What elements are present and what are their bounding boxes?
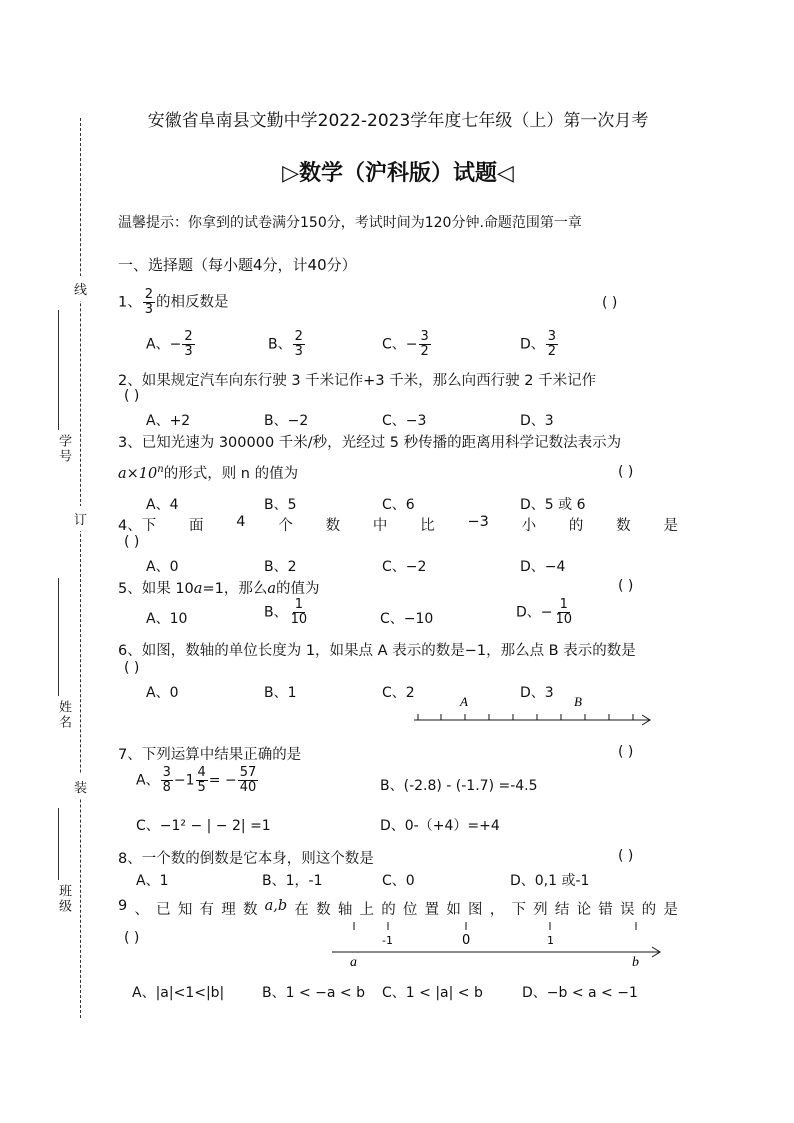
q3-option-a[interactable]: A、4	[146, 497, 179, 513]
question-8: 8、一个数的倒数是它本身，则这个数是	[118, 851, 374, 867]
binding-mark-xian: 线	[74, 276, 87, 301]
binding-mark-zhuang: 装	[74, 774, 87, 799]
point-b-label: b	[632, 955, 639, 970]
q2-option-c[interactable]: C、−3	[382, 413, 427, 429]
q9-option-c[interactable]: C、1 < |a| < b	[382, 985, 483, 1001]
tick-label-minus-one: -1	[382, 934, 393, 947]
q8-option-c[interactable]: C、0	[382, 873, 415, 889]
q5-option-c[interactable]: C、−10	[380, 611, 434, 627]
answer-paren-7[interactable]: ( )	[618, 744, 634, 760]
class-label: 班级	[56, 884, 71, 914]
exam-tip: 温馨提示：你拿到的试卷满分150分，考试时间为120分钟.命题范围第一章	[118, 215, 582, 231]
number-line-q9	[332, 918, 664, 970]
q9-option-a[interactable]: A、|a|<1<|b|	[132, 985, 225, 1001]
q8-option-a[interactable]: A、1	[136, 873, 169, 889]
question-4: 4、下 面 4 个 数 中 比 −3 小 的 数 是	[118, 514, 678, 534]
answer-paren-2[interactable]: ( )	[124, 388, 140, 404]
q3-option-d[interactable]: D、5 或 6	[520, 497, 586, 513]
binding-dashed-line	[80, 118, 81, 1018]
student-id-label: 学号	[56, 434, 71, 464]
tick-label-zero: 0	[462, 933, 471, 948]
point-b-label: B	[574, 694, 582, 709]
q5-option-d[interactable]: D、− $\frac{1}{10}$	[516, 597, 573, 627]
answer-paren-6[interactable]: ( )	[124, 660, 140, 676]
q9-option-d[interactable]: D、−b < a < −1	[522, 985, 638, 1001]
binding-mark-ding: 订	[74, 506, 87, 531]
question-9: 9 、 已 知 有 理 数 a,b 在 数 轴 上 的 位 置 如 图 ， 下 列 结 论 错 误 的 是	[118, 898, 678, 918]
q7-option-a[interactable]: A、 $\frac{3}{8}$ −1 $\frac{4}{5}$ = − $\frac{57}{40}$	[136, 765, 257, 795]
question-7: 7、下列运算中结果正确的是	[118, 747, 302, 763]
question-3-line2: $a\times 10^n$的形式，则 n 的值为	[118, 464, 299, 482]
class-blank[interactable]	[58, 808, 59, 880]
q1-option-d[interactable]: D、 $\frac{3}{2}$	[520, 329, 557, 359]
answer-paren-1[interactable]: ( )	[602, 295, 618, 311]
tick-label-one: 1	[547, 934, 554, 947]
question-3: 3、已知光速为 300000 千米/秒，光经过 5 秒传播的距离用科学记数法表示为	[118, 435, 622, 451]
fraction: $\frac{2}{3}$	[144, 287, 154, 317]
q1-option-c[interactable]: C、− $\frac{3}{2}$	[382, 329, 429, 359]
subject-title: ▷数学（沪科版）试题◁	[282, 161, 514, 186]
q9-option-b[interactable]: B、1 < −a < b	[262, 985, 365, 1001]
number-line-q6	[414, 690, 654, 730]
q6-option-b[interactable]: B、1	[264, 685, 297, 701]
name-label: 姓名	[56, 700, 71, 730]
q3-option-c[interactable]: C、6	[382, 497, 415, 513]
question-2: 2、如果规定汽车向东行驶 3 千米记作+3 千米，那么向西行驶 2 千米记作	[118, 373, 597, 389]
q4-option-a[interactable]: A、0	[146, 559, 179, 575]
q4-option-b[interactable]: B、2	[264, 559, 297, 575]
answer-paren-8[interactable]: ( )	[618, 848, 634, 864]
q8-option-d[interactable]: D、0,1 或-1	[510, 873, 590, 889]
q4-option-c[interactable]: C、−2	[382, 559, 427, 575]
q3-option-b[interactable]: B、5	[264, 497, 297, 513]
q6-option-c[interactable]: C、2	[382, 685, 415, 701]
q5-option-b[interactable]: B、 $\frac{1}{10}$	[264, 597, 308, 627]
q6-option-a[interactable]: A、0	[146, 685, 179, 701]
q2-option-d[interactable]: D、3	[520, 413, 554, 429]
section-heading: 一、选择题（每小题4分，计40分）	[118, 256, 357, 274]
q6-option-d[interactable]: D、3	[520, 685, 554, 701]
q7-option-d[interactable]: D、0-（+4）=+4	[380, 818, 500, 834]
answer-paren-4[interactable]: ( )	[124, 534, 140, 550]
point-a-label: a	[350, 955, 357, 970]
answer-paren-9[interactable]: ( )	[124, 930, 140, 946]
question-5: 5、如果 10a=1，那么a的值为	[118, 581, 320, 597]
school-title: 安徽省阜南县文勤中学2022-2023学年度七年级（上）第一次月考	[147, 111, 649, 131]
q8-option-b[interactable]: B、1，-1	[262, 873, 323, 889]
q4-option-d[interactable]: D、−4	[520, 559, 566, 575]
answer-paren-3[interactable]: ( )	[618, 464, 634, 480]
question-1: 1、 $\frac{2}{3}$ 的相反数是	[118, 287, 229, 317]
axis-ticks	[418, 714, 633, 720]
name-blank[interactable]	[58, 578, 59, 696]
q1-option-b[interactable]: B、 $\frac{2}{3}$	[268, 329, 303, 359]
q2-option-a[interactable]: A、+2	[146, 413, 191, 429]
q7-option-c[interactable]: C、−1² − | − 2| =1	[136, 818, 271, 834]
q7-option-b[interactable]: B、(-2.8) - (-1.7) =-4.5	[380, 778, 538, 794]
q5-option-a[interactable]: A、10	[146, 611, 188, 627]
answer-paren-5[interactable]: ( )	[618, 578, 634, 594]
student-id-blank[interactable]	[58, 310, 59, 430]
point-a-label: A	[460, 694, 468, 709]
q2-option-b[interactable]: B、−2	[264, 413, 309, 429]
q1-option-a[interactable]: A、− $\frac{2}{3}$	[146, 329, 193, 359]
question-6: 6、如图，数轴的单位长度为 1，如果点 A 表示的数是−1，那么点 B 表示的数是	[118, 643, 636, 659]
